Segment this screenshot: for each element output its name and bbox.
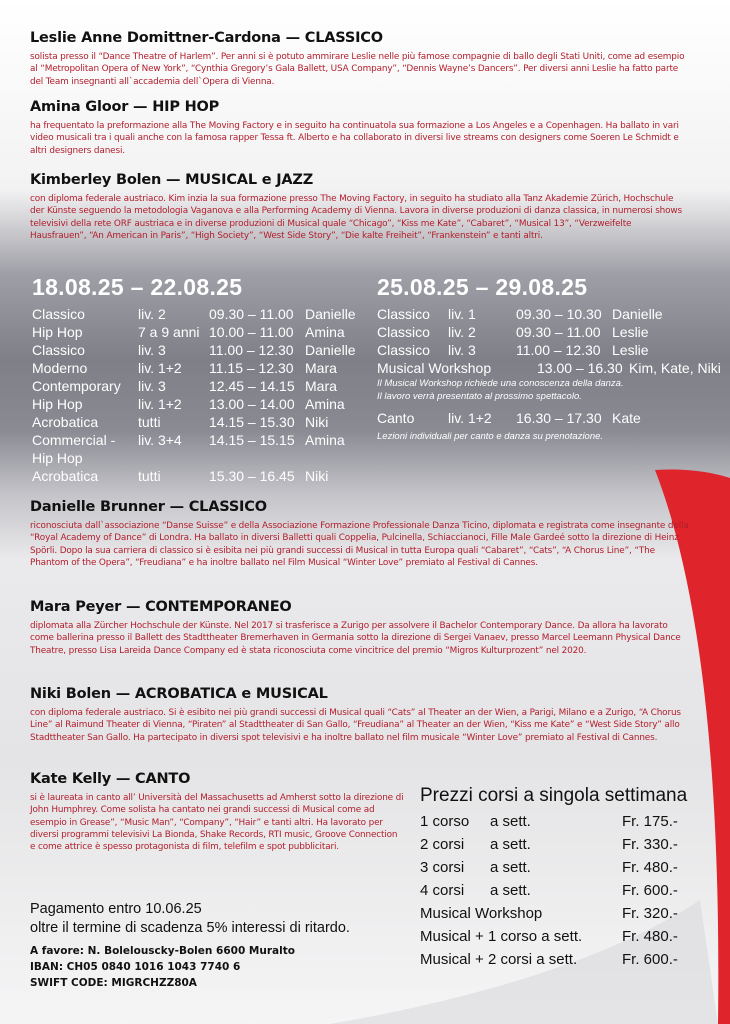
bio-title: Niki Bolen — ACROBATICA e MUSICAL [30,686,328,702]
cell-time: 13.00 – 14.00 [209,396,295,412]
bio-text: si è laureata in canto all’ Università del Massachusetts ad Amherst sotto la direzione di John Humphrey. Come solista ha cantato nei grandi successi di Musical come ad esempio in Grease”, “Music Man”, “Company”, “Hair” e tanti altri. Ha lavorato per diversi programmi televisivi La Bionda, Shake Records, RTI music, Groove Connection e come attrice è spesso protagonista di film, telefilm e spot pubblicitari. [30,793,404,853]
bio-leslie [30,30,690,88]
price-amount: Fr. 175.- [622,813,678,830]
canto-row [377,409,721,427]
price-period: a sett. [490,813,531,830]
cell-level: liv. 2 [448,324,476,340]
cell-course: Hip Hop [32,324,83,340]
cell-time: 09.30 – 11.00 [516,324,601,340]
cell-time: 13.00 – 16.30 [537,360,623,376]
price-period: a sett. [490,836,531,853]
cell-course: Acrobatica [32,468,99,484]
cell-level: liv. 3+4 [138,432,182,448]
cell-level: liv. 3 [138,342,166,358]
cell-time: 16.30 – 17.30 [516,410,602,426]
cell-level: liv. 3 [138,378,166,394]
note-workshop: Il Musical Workshop richiede una conoscenza della danza. [377,378,624,389]
cell-course: Musical Workshop [377,360,492,376]
bio-text: diplomata alla Zürcher Hochschule der Künste. Nel 2017 si trasferisce a Zurigo per assolvere il Bachelor Contemporary Dance. Da allora ha lavorato come ballerina presso il Ballett des Stadttheater Bremerhaven in Germania sotto la direzione di Sergei Vanaev, presso Marcel Leemann Physical Dance Theatre, presso Lisa Lareida Dance Company ed è stata riconosciuta come vincitrice del premio “Migros Kulturprozent” nel 2020. [30,621,681,656]
cell-teacher: Niki [305,468,329,484]
bio-niki [30,686,690,744]
payment-beneficiary: A favore: N. Bolelouscky-Bolen 6600 Muralto [30,945,295,957]
price-amount: Fr. 480.- [622,859,678,876]
cell-course: Hip Hop [32,396,83,412]
cell-course: Classico [377,324,430,340]
cell-time: 14.15 – 15.15 [209,432,295,448]
price-title: Prezzi corsi a singola settimana [420,785,688,806]
bio-title: Mara Peyer — CONTEMPORANEO [30,599,292,615]
cell-level: tutti [138,468,161,484]
price-extra-rows [420,902,710,971]
bio-title: Leslie Anne Domittner-Cardona — CLASSICO [30,30,383,46]
bio-amina [30,99,690,157]
price-row [420,833,710,856]
cell-course: Classico [377,306,430,322]
cell-course: Hip Hop [32,450,83,466]
cell-level: liv. 2 [138,306,166,322]
note-presentation: Il lavoro verrà presentato al prossimo spettacolo. [377,391,582,402]
price-amount: Fr. 320.- [622,905,678,922]
price-rows [420,810,710,902]
schedule-row [32,431,356,449]
price-amount: Fr. 480.- [622,928,678,945]
schedule-rows [32,305,356,485]
price-courses: 4 corsi [420,882,465,899]
cell-level: liv. 1+2 [138,396,182,412]
payment-deadline: Pagamento entro 10.06.25 [30,901,202,917]
price-list [420,785,710,971]
schedule-row [32,341,356,359]
schedule-row [32,467,356,485]
cell-course: Classico [32,342,85,358]
cell-level: liv. 1 [448,306,476,322]
bio-text: con diploma federale austriaco. Si è esibito nei più grandi successi di Musical quali “Cats” al Theater an der Wien, a Parigi, Milano e a Zurigo, “A Chorus Line” al Raimund Theater di Vienna, “Piraten” al Stadttheater di San Gallo, “Freudiana” al Theater an der Wien, “Kiss me Kate” e “West Side Story” allo Stadttheater San Gallo. Ha partecipato in diversi spot televisivi e ha inoltre ballato nel film musicale “Winter Love” premiato al Festival di Cannes. [30,708,681,743]
bio-danielle [30,499,690,569]
cell-time [209,449,305,467]
cell-teacher: Niki [305,414,329,430]
cell-time: 09.30 – 10.30 [516,306,602,322]
cell-time: 14.15 – 15.30 [209,414,295,430]
cell-time: 10.00 – 11.00 [209,324,294,340]
cell-course: Canto [377,410,415,426]
cell-teacher: Amina [305,324,345,340]
price-item: Musical + 2 corsi a sett. [420,951,578,968]
payment-late-fee: oltre il termine di scadenza 5% interessi di ritardo. [30,920,350,936]
schedule-row [377,323,721,341]
schedule-week-1 [32,274,356,485]
price-row [420,948,710,971]
price-period: a sett. [490,882,531,899]
cell-course: Commercial - [32,432,116,448]
bio-text: solista presso il “Dance Theatre of Harlem”. Per anni si è potuto ammirare Leslie nelle più famose compagnie di ballo degli Stati Uniti, come ad esempio al “Metropolitan Opera of New York”, “Cynthia Gregory’s Gala Ballett, USA Company”, “Dennis Wayne’s Dancers”. Per diversi anni Leslie ha fatto parte del Team insegnanti all`accademia dell`Opera di Vienna. [30,52,685,87]
cell-teacher: Amina [305,432,345,448]
bio-title: Kimberley Bolen — MUSICAL e JAZZ [30,172,314,188]
cell-time: 11.00 – 12.30 [209,342,294,358]
cell-level: liv. 3 [448,342,476,358]
cell-time: 11.15 – 12.30 [209,360,294,376]
bio-kate [30,771,405,853]
payment-swift: SWIFT CODE: MIGRCHZZ80A [30,977,197,989]
cell-teacher: Kim, Kate, Niki [629,360,721,376]
bio-text: con diploma federale austriaco. Kim inzia la sua formazione presso The Moving Factory, in seguito ha studiato alla Tanz Akademie Zürich, Hochschule der Künste seguendo la metodologia Vaganova e alla Performing Academy di Vienna. Lavora in diverse produzioni di danza classica, in numerosi shows televisivi della rete ORF austriaca e in diverse produzioni di Musical quale “Chicago”, “Kiss me Kate”, “Cabaret”, “Musical 13”, “Verzweifelte Hausfrauen”, “An American in Paris”, “High Society”, “West Side Story”, “Die kalte Freiheit”, “Frankenstein” e tanti altri. [30,194,683,241]
cell-course: Contemporary [32,378,121,394]
price-row [420,925,710,948]
price-courses: 2 corsi [420,836,465,853]
schedule-row [377,305,721,323]
cell-level: liv. 1+2 [448,410,492,426]
cell-time: 09.30 – 11.00 [209,306,294,322]
workshop-row [377,359,721,377]
cell-time: 12.45 – 14.15 [209,378,295,394]
cell-time: 11.00 – 12.30 [516,342,601,358]
cell-time: 15.30 – 16.45 [209,468,295,484]
cell-level: 7 a 9 anni [138,324,200,340]
bio-text: ha frequentato la preformazione alla The Moving Factory e in seguito ha continuatola sua formazione a Los Angeles e a Copenhagen. Ha ballato in vari video musicali tra i quali anche con la famosa rapper Tessa ft. Alberto e ha collaborato in diversi live streams con designers come Soeren Le Schmidt e altri designers danesi. [30,121,679,156]
bio-mara [30,599,690,657]
cell-level: tutti [138,414,161,430]
schedule-row [32,395,356,413]
cell-teacher: Amina [305,396,345,412]
cell-teacher: Mara [305,378,337,394]
schedule-row [32,305,356,323]
price-amount: Fr. 600.- [622,882,678,899]
cell-teacher: Kate [612,410,641,426]
price-item: Musical Workshop [420,905,543,922]
bio-kimberley [30,172,690,242]
schedule-rows [377,305,721,359]
cell-level: liv. 1+2 [138,360,182,376]
schedule-title: 25.08.25 – 29.08.25 [377,274,588,300]
cell-teacher: Mara [305,360,337,376]
price-amount: Fr. 330.- [622,836,678,853]
cell-course: Classico [32,306,85,322]
note-private-lessons: Lezioni individuali per canto e danza su prenotazione. [377,431,604,442]
price-row [420,879,710,902]
price-courses: 3 corsi [420,859,465,876]
payment-iban: IBAN: CH05 0840 1016 1043 7740 6 [30,961,241,973]
schedule-row [32,323,356,341]
cell-course: Moderno [32,360,88,376]
bio-title: Danielle Brunner — CLASSICO [30,499,267,515]
bio-title: Kate Kelly — CANTO [30,771,191,787]
cell-teacher: Leslie [612,324,649,340]
price-item: Musical + 1 corso a sett. [420,928,583,945]
schedule-row [377,341,721,359]
schedule-row [32,359,356,377]
schedule-title: 18.08.25 – 22.08.25 [32,274,243,300]
cell-level [138,449,209,467]
schedule-row [32,413,356,431]
price-courses: 1 corso [420,813,470,830]
schedule-week-2 [377,274,721,443]
schedule-row [32,449,356,467]
bio-text: riconosciuta dall`associazione “Danse Suisse” e della Associazione Formazione Professionale Danza Ticino, diplomata e registrata come insegnante della “Royal Academy of Dance” di Londra. Ha ballato in diversi Balletti quali Coppelia, Pulcinella, Schiaccianoci, Fille Male Gardeé sotto la direzione di Heinz Spörli. Dopo la sua carriera di classico si è esibita nei più grandi successi di Musical in tutta Europa quali “Cabaret”, “Cats”, “A Chorus Line”, “The Phantom of the Opera”, “Freudiana” e ha inoltre ballato nel Film Musical “Winter Love” premiato al Festival di Cannes. [30,521,689,568]
price-period: a sett. [490,859,531,876]
cell-teacher: Danielle [305,306,356,322]
price-amount: Fr. 600.- [622,951,678,968]
schedule-row [32,377,356,395]
price-row [420,902,710,925]
bio-title: Amina Gloor — HIP HOP [30,99,220,115]
payment-info [30,900,410,991]
cell-course: Acrobatica [32,414,99,430]
cell-teacher: Danielle [305,342,356,358]
price-row [420,856,710,879]
cell-teacher: Leslie [612,342,649,358]
cell-teacher: Danielle [612,306,663,322]
cell-course: Classico [377,342,430,358]
price-row [420,810,710,833]
